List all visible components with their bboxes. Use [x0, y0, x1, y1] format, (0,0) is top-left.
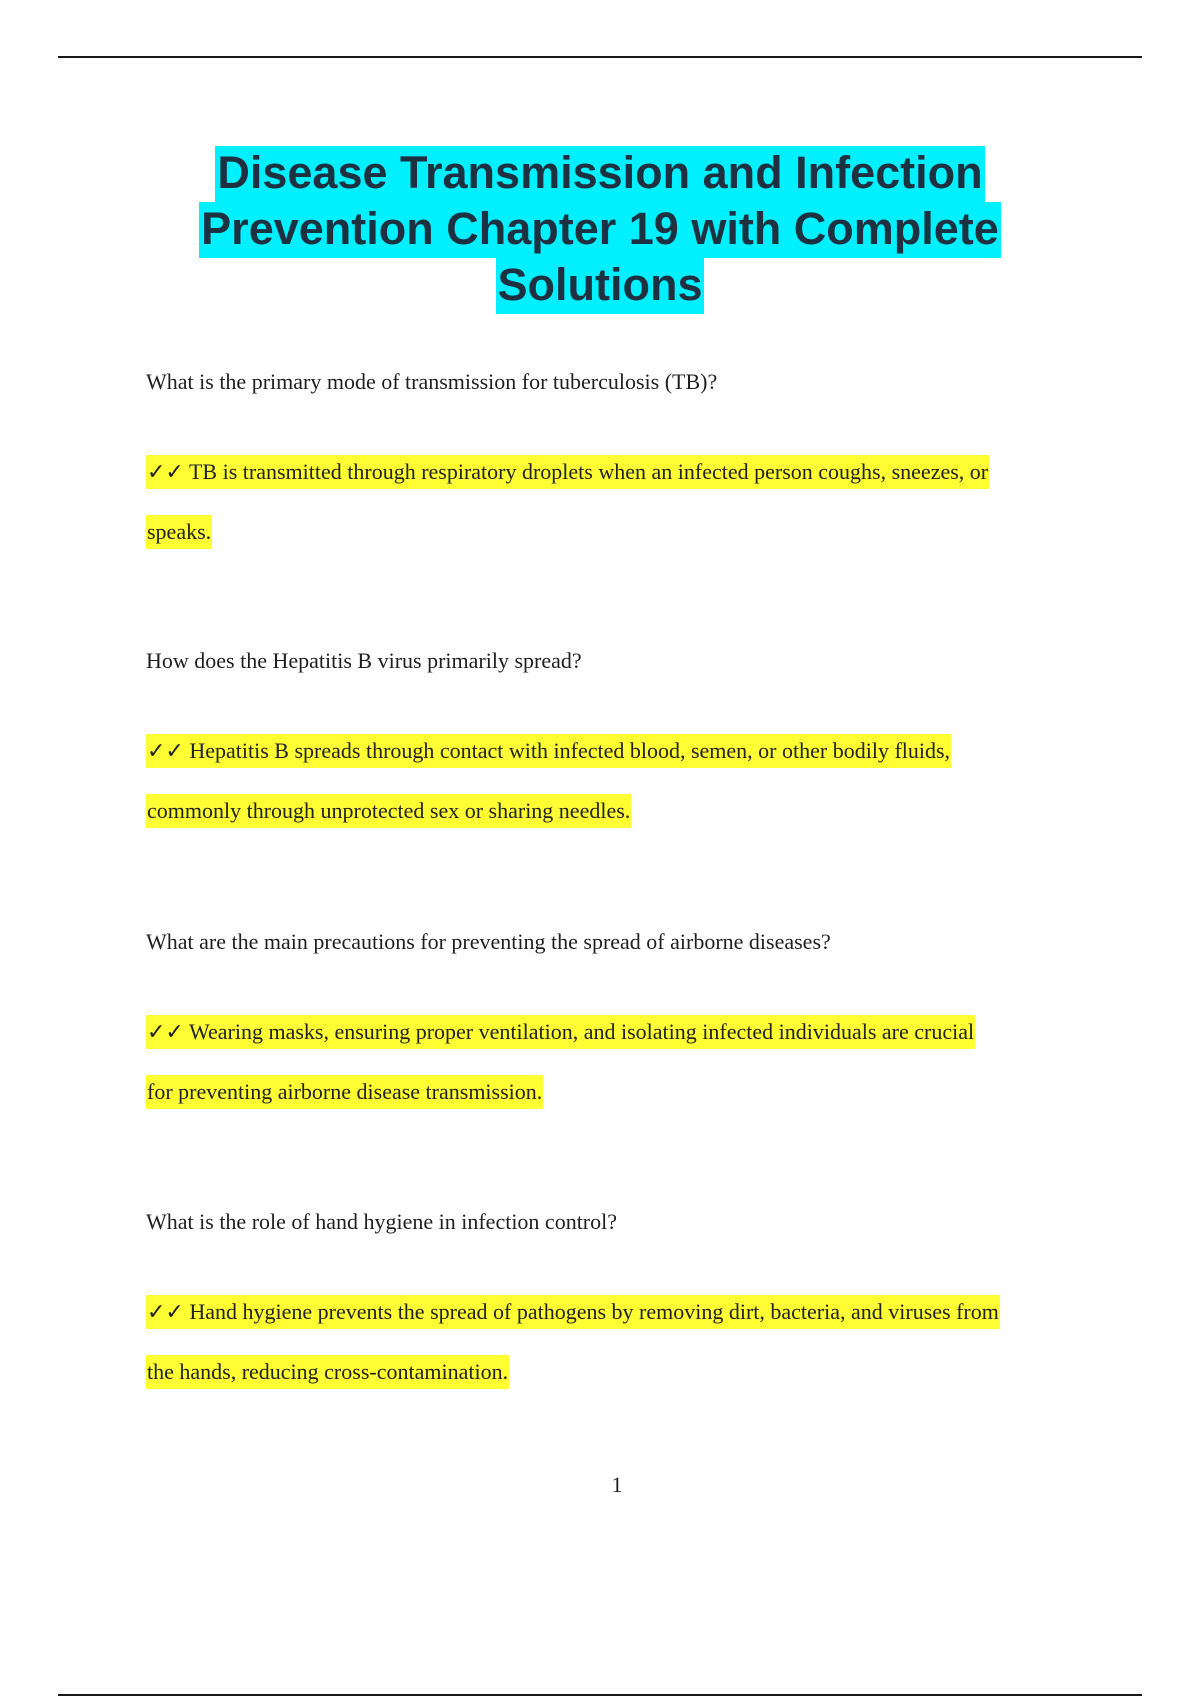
check-mark-icon: ✓✓ [147, 1300, 184, 1325]
question-text: What is the role of hand hygiene in infection control? [146, 1209, 618, 1234]
answer-text: commonly through unprotected sex or sharing needles. [146, 794, 631, 828]
answer-text: the hands, reducing cross-contamination. [146, 1355, 509, 1389]
page-number: 1 [611, 1472, 623, 1497]
qa-item [146, 647, 1106, 841]
answer-text: Wearing masks, ensuring proper ventilation, and isolating infected individuals are crucial [188, 1019, 975, 1044]
check-mark-icon: ✓✓ [147, 1020, 184, 1045]
qa-item [146, 928, 1106, 1122]
bottom-divider [58, 1694, 1142, 1696]
answer [146, 721, 1106, 841]
answer-text: Hepatitis B spreads through contact with infected blood, semen, or other bodily fluids, [189, 738, 951, 763]
qa-item [146, 368, 1106, 562]
question-text: What are the main precautions for preventing the spread of airborne diseases? [146, 929, 831, 954]
title-line: Prevention Chapter 19 with Complete [199, 202, 1001, 258]
answer-text: speaks. [146, 515, 212, 549]
check-mark-icon: ✓✓ [147, 460, 184, 485]
title-line: Disease Transmission and Infection [215, 146, 984, 202]
qa-item [146, 1208, 1106, 1402]
answer [146, 1002, 1106, 1122]
question-text: How does the Hepatitis B virus primarily spread? [146, 648, 582, 673]
answer-text: TB is transmitted through respiratory droplets when an infected person coughs, sneezes, or [188, 459, 989, 484]
check-mark-icon: ✓✓ [147, 739, 184, 764]
title-line: Solutions [496, 258, 705, 314]
document-title [0, 146, 1200, 314]
answer [146, 442, 1106, 562]
answer-text: for preventing airborne disease transmission. [146, 1075, 543, 1109]
question-text: What is the primary mode of transmission for tuberculosis (TB)? [146, 369, 718, 394]
top-divider [58, 56, 1142, 58]
answer [146, 1282, 1106, 1402]
answer-text: Hand hygiene prevents the spread of pathogens by removing dirt, bacteria, and viruses from [189, 1299, 999, 1324]
